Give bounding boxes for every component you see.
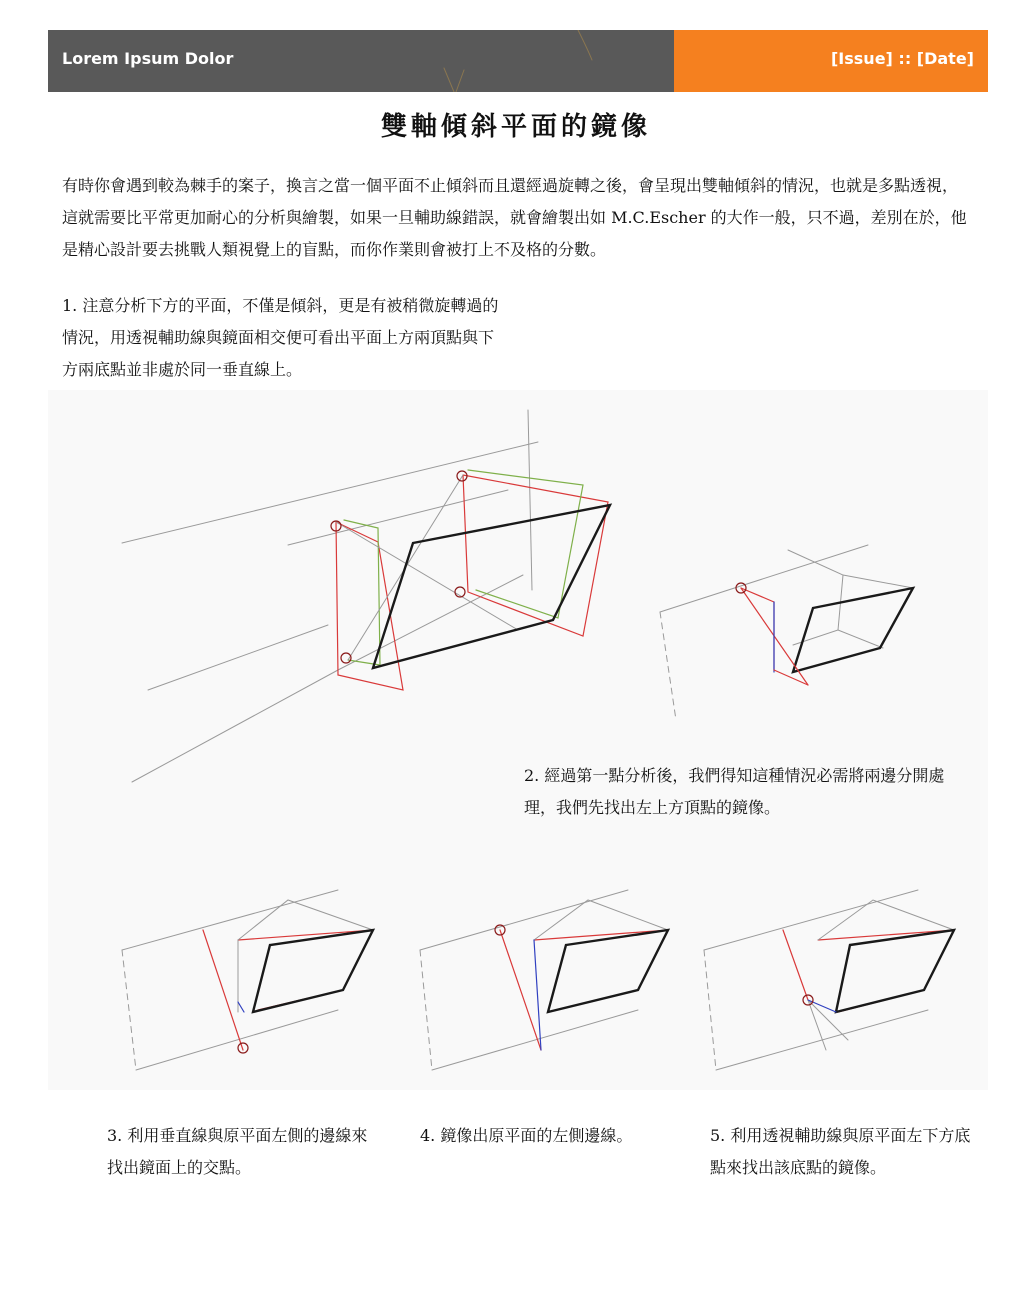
header-banner: [48, 30, 988, 92]
step-1-text: 1. 注意分析下方的平面，不僅是傾斜，更是有被稍微旋轉過的情況，用透視輔助線與鏡面相交便可看出平面上方兩頂點與下方兩底點並非處於同一垂直線上。: [62, 296, 499, 379]
intro-paragraph: 有時你會遇到較為棘手的案子，換言之當一個平面不止傾斜而且還經過旋轉之後，會呈現出雙軸傾斜的情況，也就是多點透視，這就需要比平常更加耐心的分析與繪製，如果一旦輔助線錯誤，就會繪製出如 M.C.Escher 的大作一般，只不過，差別在於，他是精心設計要去挑戰人類視覺上的盲點，而你作業則會被打上不及格的分數。: [62, 176, 967, 259]
step-5-text: 5. 利用透視輔助線與原平面左下方底點來找出該底點的鏡像。: [710, 1126, 971, 1177]
sketch-step-2: [660, 545, 913, 720]
sketch-main: [122, 410, 610, 782]
sketch-step-4: [420, 890, 668, 1070]
header-accent-band: [674, 30, 988, 92]
page-title: 雙軸傾斜平面的鏡像: [380, 112, 651, 142]
step-4-text: 4. 鏡像出原平面的左側邊線。: [420, 1126, 633, 1145]
brand-label: Lorem Ipsum Dolor: [62, 49, 234, 68]
sketch-figure-area: [48, 390, 988, 1090]
step-3-text: 3. 利用垂直線與原平面左側的邊線來找出鏡面上的交點。: [107, 1126, 368, 1177]
sketch-step-5: [704, 890, 954, 1070]
issue-date-label: [Issue] :: [Date]: [830, 49, 974, 68]
header-dark-band: [48, 30, 674, 92]
step-2-text: 2. 經過第一點分析後，我們得知這種情況必需將兩邊分開處理，我們先找出左上方頂點的鏡像。: [524, 766, 945, 817]
perspective-sketches: [48, 390, 988, 1090]
sketch-step-3: [122, 890, 373, 1070]
butterfly-icon: [378, 30, 674, 92]
